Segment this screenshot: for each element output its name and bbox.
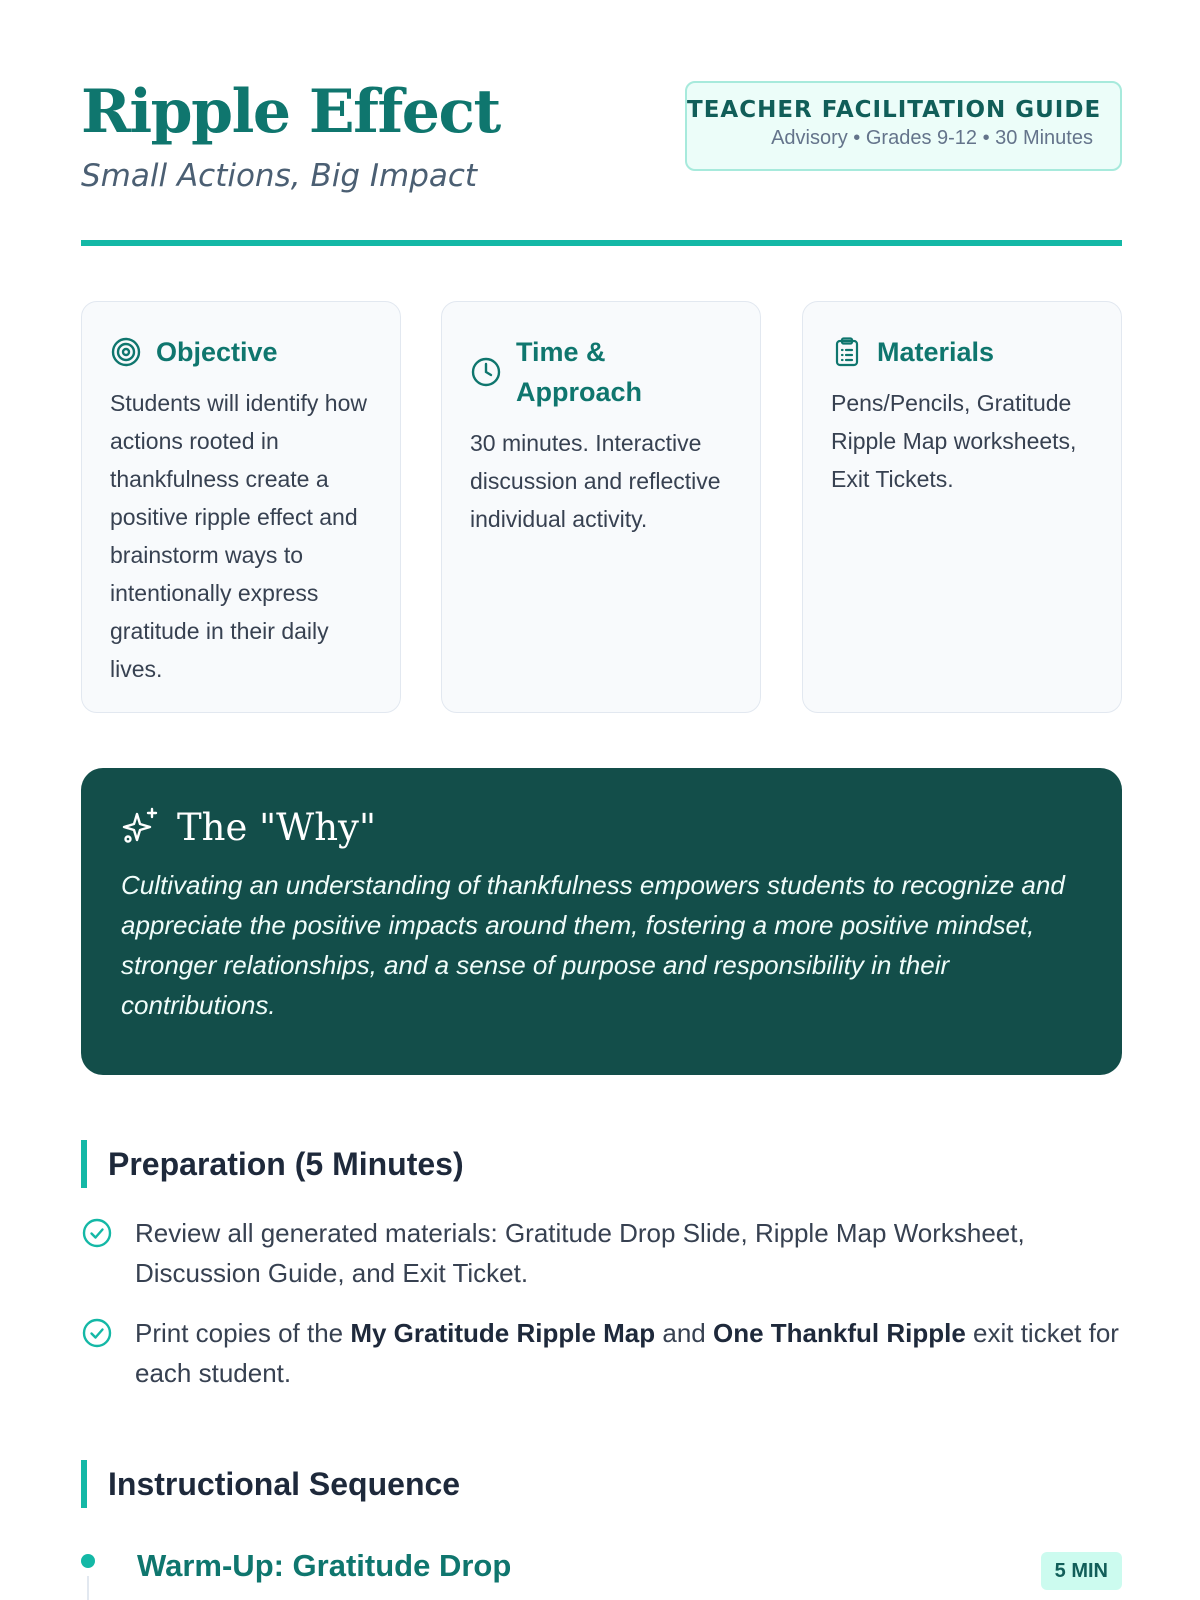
list-item-text: Review all generated materials: Gratitude Drop Slide, Ripple Map Worksheet, Discussion Guide, and Exit Ticket. xyxy=(135,1218,1025,1288)
instructional-sequence-heading: Instructional Sequence xyxy=(81,1460,1122,1508)
sequence-step xyxy=(81,1546,1122,1600)
header-divider xyxy=(81,240,1122,246)
check-circle-icon xyxy=(81,1317,113,1349)
worksheet-name: My Gratitude Ripple Map xyxy=(350,1318,656,1348)
card-title: Time & Approach xyxy=(516,337,643,407)
card-title: Objective xyxy=(156,337,278,367)
card-body: Students will identify how actions rooted in thankfulness create a positive ripple effect and brainstorm ways to intentionally express gratitude in their daily lives. xyxy=(110,390,367,682)
list-item xyxy=(81,1213,1122,1293)
materials-card xyxy=(802,301,1122,713)
why-panel xyxy=(81,768,1122,1075)
page-header xyxy=(81,78,1122,198)
duration-badge: 5 MIN xyxy=(1041,1552,1122,1590)
card-title: Materials xyxy=(877,337,995,367)
info-cards xyxy=(81,301,1122,713)
guide-badge xyxy=(685,81,1122,171)
clock-icon xyxy=(470,356,502,388)
preparation-heading: Preparation (5 Minutes) xyxy=(81,1140,1122,1188)
check-circle-icon xyxy=(81,1217,113,1249)
target-icon xyxy=(110,336,142,368)
why-title: The "Why" xyxy=(177,806,376,850)
timeline-dot xyxy=(81,1554,95,1568)
guide-badge-title: TEACHER FACILITATION GUIDE xyxy=(687,97,1102,123)
objective-card xyxy=(81,301,401,713)
step-title: Warm-Up: Gratitude Drop xyxy=(137,1548,512,1583)
sparkles-icon xyxy=(121,806,161,851)
timeline-line xyxy=(87,1576,89,1600)
preparation-checklist xyxy=(81,1213,1122,1413)
guide-badge-meta: Advisory • Grades 9-12 • 30 Minutes xyxy=(771,127,1093,149)
page-title: Ripple Effect xyxy=(81,77,500,147)
list-item xyxy=(81,1313,1122,1393)
why-text: Cultivating an understanding of thankfulness empowers students to recognize and appreciate the positive impacts around them, fostering a more positive mindset, stronger relationships, and a sense of purpose and responsibility in their contributions. xyxy=(121,870,1065,1020)
card-body: Pens/Pencils, Gratitude Ripple Map worksheets, Exit Tickets. xyxy=(831,390,1077,492)
page-subtitle: Small Actions, Big Impact xyxy=(81,158,478,194)
list-item-text: Print copies of the My Gratitude Ripple Map and One Thankful Ripple exit ticket for each student. xyxy=(135,1318,1119,1388)
time-approach-card xyxy=(441,301,761,713)
clipboard-icon xyxy=(831,336,863,368)
card-body: 30 minutes. Interactive discussion and reflective individual activity. xyxy=(470,430,721,532)
exit-ticket-name: One Thankful Ripple xyxy=(712,1318,966,1348)
